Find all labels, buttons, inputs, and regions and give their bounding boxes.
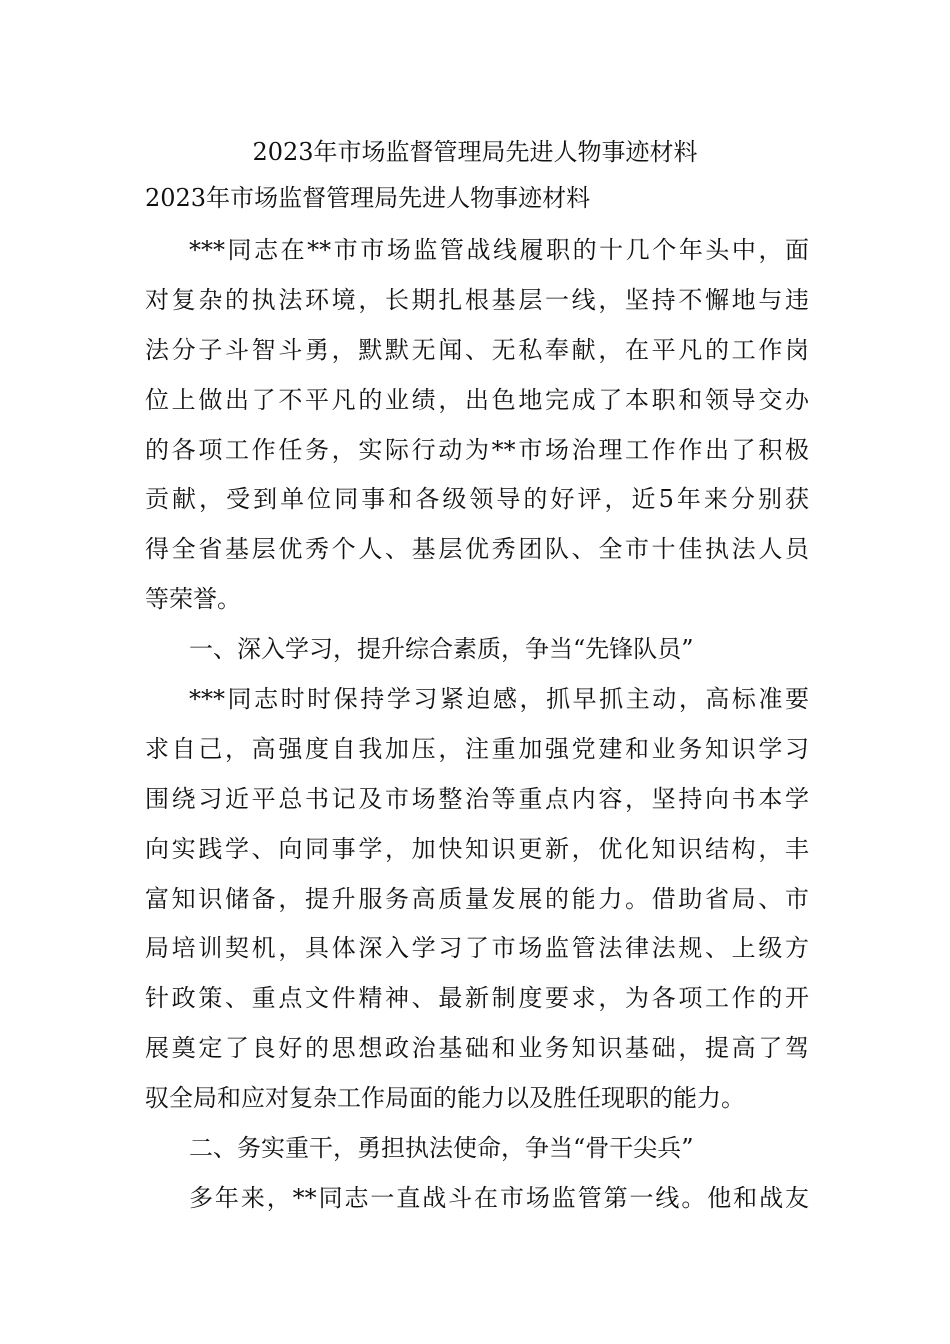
paragraph-line: 展奠定了良好的思想政治基础和业务知识基础，提高了驾 xyxy=(145,1034,809,1063)
document-title: 2023年市场监督管理局先进人物事迹材料 xyxy=(252,138,698,166)
paragraph-line: ***同志在**市市场监管战线履职的十几个年头中，面 xyxy=(189,236,809,264)
document-subtitle: 2023年市场监督管理局先进人物事迹材料 xyxy=(145,184,591,212)
paragraph-line: 得全省基层优秀个人、基层优秀团队、全市十佳执法人员 xyxy=(145,535,809,564)
document-body xyxy=(145,226,809,1224)
paragraph-line: 向实践学、向同事学，加快知识更新，优化知识结构，丰 xyxy=(145,834,809,863)
paragraph-line: 法分子斗智斗勇，默默无闻、无私奉献，在平凡的工作岗 xyxy=(145,335,809,364)
paragraph-line: 富知识储备，提升服务高质量发展的能力。借助省局、市 xyxy=(145,884,809,913)
paragraph-line: ***同志时时保持学习紧迫感，抓早抓主动，高标准要 xyxy=(189,685,809,714)
paragraph-line: 贡献，受到单位同事和各级领导的好评，近5年来分别获 xyxy=(145,485,809,514)
paragraph-line: 多年来，**同志一直战斗在市场监管第一线。他和战友 xyxy=(189,1183,809,1212)
paragraph-line: 等荣誉。 xyxy=(145,585,241,614)
paragraph-line: 位上做出了不平凡的业绩，出色地完成了本职和领导交办 xyxy=(145,385,809,414)
paragraph-line: 驭全局和应对复杂工作局面的能力以及胜任现职的能力。 xyxy=(145,1084,745,1113)
paragraph-line: 对复杂的执法环境，长期扎根基层一线，坚持不懈地与违 xyxy=(145,285,809,314)
paragraph-line: 局培训契机，具体深入学习了市场监管法律法规、上级方 xyxy=(145,934,809,963)
section-heading: 一、深入学习，提升综合素质，争当“先锋队员” xyxy=(189,635,694,664)
section-heading: 二、务实重干，勇担执法使命，争当“骨干尖兵” xyxy=(189,1134,694,1163)
paragraph-line: 围绕习近平总书记及市场整治等重点内容，坚持向书本学 xyxy=(145,784,809,813)
paragraph-line: 的各项工作任务，实际行动为**市场治理工作作出了积极 xyxy=(145,435,809,464)
paragraph-line: 求自己，高强度自我加压，注重加强党建和业务知识学习 xyxy=(145,734,809,763)
paragraph-line: 针政策、重点文件精神、最新制度要求，为各项工作的开 xyxy=(145,984,809,1013)
